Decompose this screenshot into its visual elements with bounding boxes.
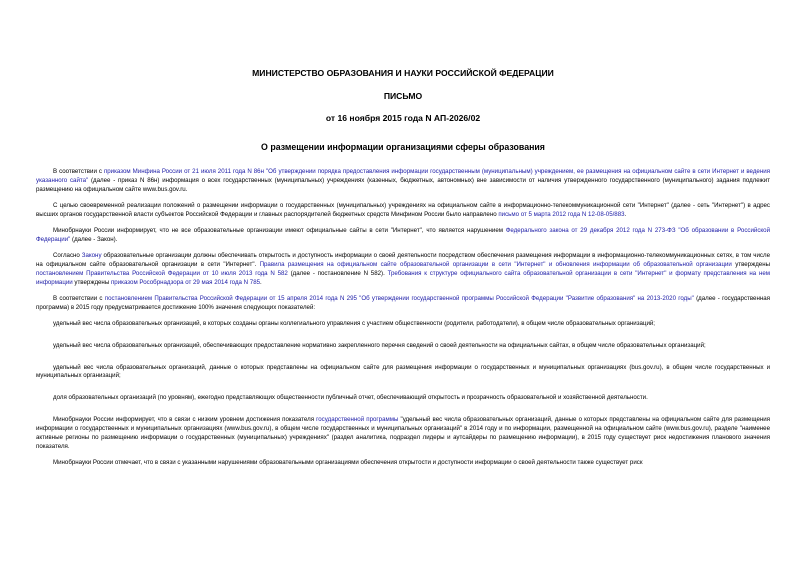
link-rules-website[interactable]: Правила размещения на официальном сайте образовательной организации в сети "Интернет" и обновления информации об образовательной организации [259,260,732,268]
document-type: ПИСЬМО [383,91,423,101]
link-order-minfin-86n[interactable]: приказом Минфина России от 21 июля 2011 года N 86н "Об утверждении порядка предоставления информации государственным (муниципальным) учреждением, ее размещения на официальном сайте в сети Интернет и ведения указанного сайта" [36,168,770,184]
link-resolution-295[interactable]: постановлением Правительства Российской Федерации от 15 апреля 2014 года N 295 "Об утверждении государственной программы Российской Федерации "Развитие образования" на 2013-2020 годы" [104,294,694,302]
link-state-program[interactable]: государственной программы [316,416,399,424]
document-body [36,168,770,475]
link-resolution-582[interactable]: постановлением Правительства Российской Федерации от 10 июля 2013 года N 582 [36,269,288,277]
paragraph-4: Согласно Закону образовательные организации должны обеспечивать открытость и доступность информации о своей деятельности посредством обеспечения размещения информации в информационно-телекоммуникационных сетях, в том числе на официальном сайте образовательной организации в сети "Интернет". Правила размещения на официальном сайте образовательной организации в сети "Интернет" и обновления информации об образовательной организации утверждены постановлением Правительства Российской Федерации от 10 июля 2013 года N 582 (далее - постановление N 582). Требования к структуре официального сайта образовательной организации в сети "Интернет" и формату представления на нем информации утверждены приказом Рособрнадзора от 29 мая 2014 года N 785. [36,251,771,286]
link-website-requirements[interactable]: Требования к структуре официального сайта образовательной организации в сети "Интернет" и формату представления на нем информации [36,269,770,286]
paragraph-5: В соответствии с постановлением Правительства Российской Федерации от 15 апреля 2014 года N 295 "Об утверждении государственной программы Российской Федерации "Развитие образования" на 2013-2020 годы" (далее - государственная программа) в 2015 году предусматривается достижение 100% значения следующих показателей: [36,294,770,311]
indicator-item: удельный вес числа образовательных организаций, обеспечивающих предоставление нормативно закрепленного перечня сведений о своей деятельности на официальных сайтах, в общем числе образовательных организаций; [53,341,706,349]
paragraph-1: В соответствии с приказом Минфина России от 21 июля 2011 года N 86н "Об утверждении порядка предоставления информации государственным (муниципальным) учреждением, ее размещения на официальном сайте в сети Интернет и ведения указанного сайта" (далее - приказ N 86н) информация о всех государственных (муниципальных) учреждениях (казенных, бюджетных, автономных) вне зависимости от наличия утвержденного государственного (муниципального) задания подлежит размещению на официальном сайте www.bus.gov.ru. [36,168,770,193]
link-law[interactable]: Закону [81,251,102,259]
document-date-number: от 16 ноября 2015 года N АП-2026/02 [325,113,481,123]
link-letter-12-08-05-883[interactable]: письмо от 5 марта 2012 года N 12-08-05/883 [498,210,625,218]
indicator-item: удельный вес числа образовательных организаций, в которых созданы органы коллегиального управления с участием общественности (родители, работодатели), в общем числе образовательных организаций; [53,319,656,327]
paragraph-3: Минобрнауки России информирует, что не все образовательные организации имеют официальные сайты в сети "Интернет", что является нарушением Федерального закона от 29 декабря 2012 года N 273-ФЗ "Об образовании в Российской Федерации" (далее - Закон). [36,226,771,243]
link-order-rosobrnadzor-785[interactable]: приказом Рособрнадзора от 29 мая 2014 года N 785 [110,278,261,286]
document-subject: О размещении информации организациями сферы образования [261,142,545,152]
paragraph-2: С целью своевременной реализации положений о размещении информации о государственных (муниципальных) учреждениях на официальном сайте в информационно-телекоммуникационной сети "Интернет" (далее - сеть "Интернет") в адрес высших органов государственной власти субъектов Российской Федерации и главных распорядителей бюджетных средств Минфином России было направлено письмо от 5 марта 2012 года N 12-08-05/883. [36,201,770,218]
ministry-heading: МИНИСТЕРСТВО ОБРАЗОВАНИЯ И НАУКИ РОССИЙСКОЙ ФЕДЕРАЦИИ [252,68,554,78]
indicator-item: удельный вес числа образовательных организаций, данные о которых представлены на официальном сайте для размещения информации о государственных и муниципальных организациях (bus.gov.ru), в общем числе государственных и муниципальных организаций; [36,363,770,380]
paragraph-7: Минобрнауки России отмечает, что в связи с указанными нарушениями образовательными организациями обеспечения открытости и доступности информации о своей деятельности также существует риск [53,459,643,467]
indicator-item: доля образовательных организаций (по уровням), ежегодно представляющих общественности публичный отчет, обеспечивающий открытость и прозрачность образовательной и хозяйственной деятельности. [53,394,648,402]
link-federal-law-273[interactable]: Федерального закона от 29 декабря 2012 года N 273-ФЗ "Об образовании в Российской Федерации" [36,226,771,243]
paragraph-6: Минобрнауки России информирует, что в связи с низким уровнем достижения показателя государственной программы "удельный вес числа образовательных организаций, данные о которых представлены на официальном сайте для размещения информации о государственных и муниципальных организациях (www.bus.gov.ru), в общем числе государственных и муниципальных организаций" в 2014 году и по информации, размещенной на официальном сайте (www.bus.gov.ru), разделе "наименее активные регионы по размещению информации о государственных (муниципальных) учреждениях" (раздел аналитика, подраздел лидеры и аутсайдеры по размещению информации), в 2015 году существует риск недостижения планового значения показателя. [36,416,770,450]
